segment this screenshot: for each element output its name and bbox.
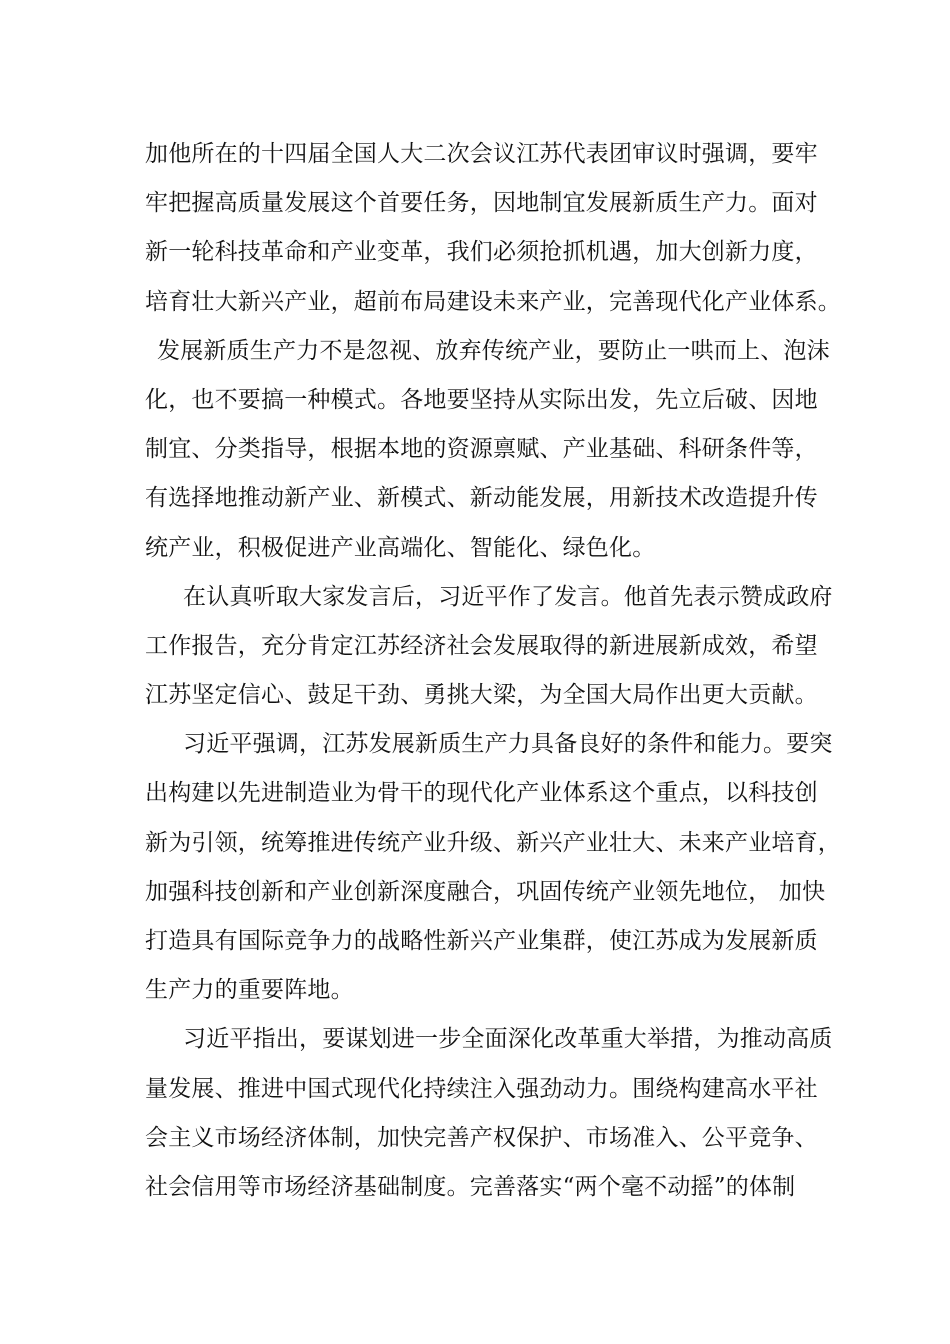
paragraph-start: 习近平强调，江苏发展新质生产力具备良好的条件和能力。要突 — [183, 731, 833, 758]
text-line: 生产力的重要阵地。 — [145, 977, 354, 1004]
text-line: 化，也不要搞一种模式。各地要坚持从实际出发，先立后破、因地 — [145, 386, 818, 413]
text-line: 工作报告，充分肯定江苏经济社会发展取得的新进展新成效，希望 — [145, 632, 818, 659]
document-body — [145, 130, 841, 1212]
text-line: 加他所在的十四届全国人大二次会议江苏代表团审议时强调，要牢 — [145, 141, 818, 167]
text-line: 统产业，积极促进产业高端化、智能化、绿色化。 — [145, 534, 656, 561]
paragraph-start: 习近平指出，要谋划进一步全面深化改革重大举措，为推动高质 — [183, 1026, 833, 1053]
text-line: 打造具有国际竞争力的战略性新兴产业集群，使江苏成为发展新质 — [145, 928, 818, 954]
text-line: 新为引领，统筹推进传统产业升级、新兴产业壮大、未来产业培育， — [145, 829, 841, 856]
text-line: 牢把握高质量发展这个首要任务，因地制宜发展新质生产力。面对 — [145, 190, 818, 217]
text-line: 出构建以先进制造业为骨干的现代化产业体系这个重点，以科技创 — [145, 780, 818, 807]
text-line: 制宜、分类指导，根据本地的资源禀赋、产业基础、科研条件等， — [145, 436, 818, 463]
text-line: 有选择地推动新产业、新模式、新动能发展，用新技术改造提升传 — [145, 485, 818, 512]
paragraph-start: 在认真听取大家发言后，习近平作了发言。他首先表示赞成政府 — [183, 583, 833, 610]
text-line: 培育壮大新兴产业，超前布局建设未来产业，完善现代化产业体系。 — [145, 288, 841, 315]
paragraph-start: 发展新质生产力不是忽视、放弃传统产业，要防止一哄而上、泡沫 — [157, 337, 830, 364]
text-line: 江苏坚定信心、鼓足干劲、勇挑大梁，为全国大局作出更大贡献。 — [145, 682, 818, 709]
text-line: 加强科技创新和产业创新深度融合，巩固传统产业领先地位， 加快 — [145, 878, 826, 905]
text-line: 量发展、推进中国式现代化持续注入强劲动力。围绕构建高水平社 — [145, 1075, 818, 1102]
text-line: 社会信用等市场经济基础制度。完善落实“两个毫不动摇”的体制 — [145, 1173, 796, 1200]
text-line: 新一轮科技革命和产业变革，我们必须抢抓机遇，加大创新力度， — [145, 239, 818, 266]
text-line: 会主义市场经济体制，加快完善产权保护、市场准入、公平竞争、 — [145, 1124, 818, 1151]
